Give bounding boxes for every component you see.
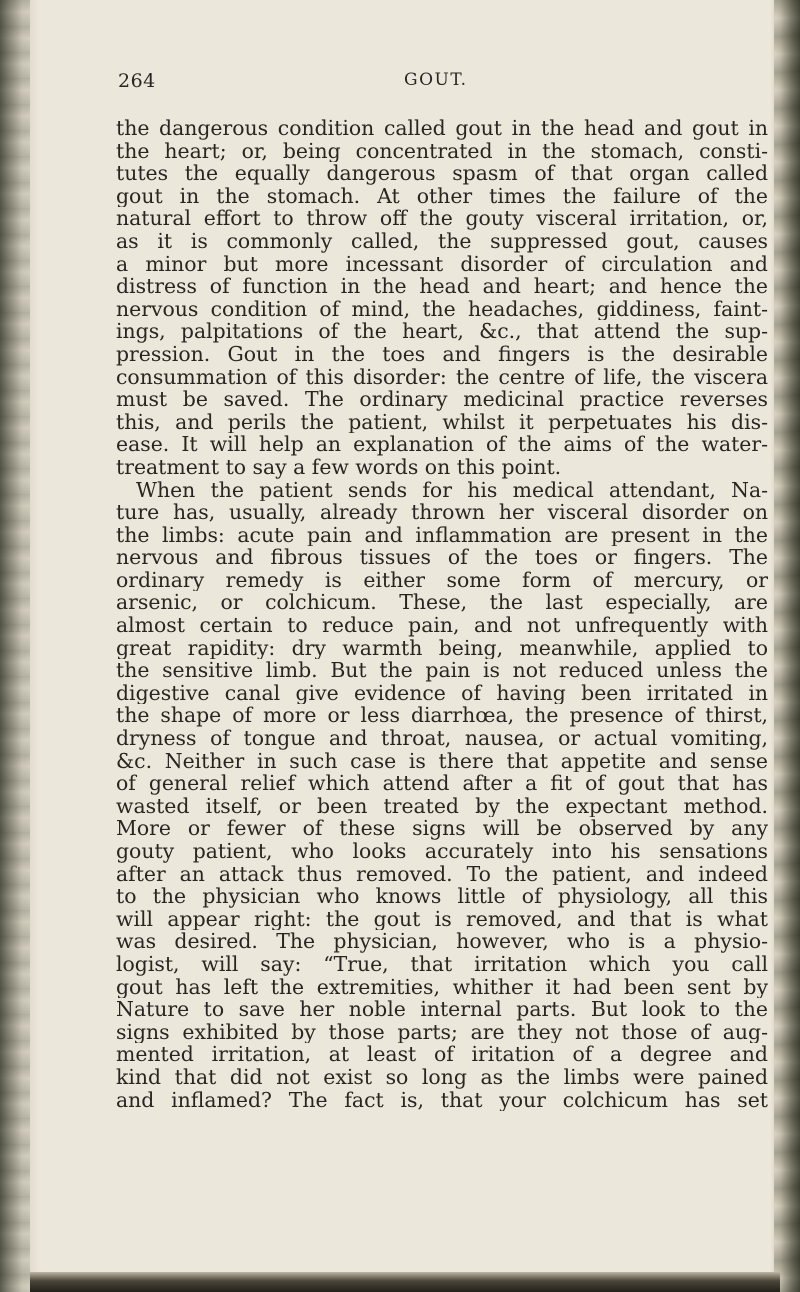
binding-gutter <box>0 0 30 1292</box>
text-line: digestive canal give evidence of having been irritated in <box>116 681 768 705</box>
text-line: More or fewer of these signs will be observed by any <box>116 817 768 840</box>
text-line: the sensitive limb. But the pain is not reduced unless the <box>116 659 768 682</box>
text-line: gout has left the extremities, whither it had been sent by <box>116 975 768 999</box>
text-line: nervous condition of mind, the headaches, giddiness, faint- <box>116 297 768 321</box>
text-line: a minor but more incessant disorder of circulation and <box>116 252 768 276</box>
text-line: ordinary remedy is either some form of mercury, or <box>116 568 768 592</box>
bottom-page-edge <box>30 1272 780 1292</box>
text-line: great rapidity: dry warmth being, meanwhile, applied to <box>116 636 768 660</box>
text-line: arsenic, or colchicum. These, the last especially, are <box>116 591 768 615</box>
running-title: GOUT. <box>404 70 468 90</box>
text-line: tutes the equally dangerous spasm of that organ called <box>116 162 768 185</box>
page-number: 264 <box>118 70 156 92</box>
text-line: logist, will say: “True, that irritation which you call <box>116 952 768 976</box>
text-line: gout in the stomach. At other times the failure of the <box>116 184 768 208</box>
text-line: and inflamed? The fact is, that your colchicum has set <box>116 1088 768 1112</box>
text-line: the dangerous condition called gout in the head and gout in <box>116 117 768 140</box>
text-line: When the patient sends for his medical attendant, Na- <box>136 478 768 502</box>
text-line: consummation of this disorder: the centre of life, the viscera <box>116 365 768 389</box>
text-line: &c. Neither in such case is there that appetite and sense <box>116 749 768 773</box>
text-line: ture has, usually, already thrown her visceral disorder on <box>116 501 768 524</box>
text-line: the heart; or, being concentrated in the stomach, consti- <box>116 139 768 163</box>
text-line: distress of function in the head and heart; and hence the <box>116 275 768 298</box>
text-line: will appear right: the gout is removed, and that is what <box>116 907 768 931</box>
text-line: as it is commonly called, the suppressed gout, causes <box>116 229 768 253</box>
text-line: mented irritation, at least of iritation of a degree and <box>116 1043 768 1066</box>
text-line: must be saved. The ordinary medicinal practice reverses <box>116 388 768 411</box>
text-line: ings, palpitations of the heart, &c., that attend the sup- <box>116 320 768 343</box>
body-text <box>116 117 768 1111</box>
text-line: gouty patient, who looks accurately into his sensations <box>116 840 768 863</box>
text-line: dryness of tongue and throat, nausea, or actual vomiting, <box>116 727 768 750</box>
text-line: after an attack thus removed. To the patient, and indeed <box>116 862 768 886</box>
text-line: the shape of more or less diarrhœa, the presence of thirst, <box>116 704 768 728</box>
text-line: to the physician who knows little of physiology, all this <box>116 885 768 908</box>
text-line: signs exhibited by those parts; are they not those of aug- <box>116 1020 768 1044</box>
text-line: ease. It will help an explanation of the aims of the water- <box>116 433 768 456</box>
text-line: natural effort to throw off the gouty visceral irritation, or, <box>116 207 768 230</box>
text-line: pression. Gout in the toes and fingers is the desirable <box>116 342 768 366</box>
text-line: nervous and fibrous tissues of the toes or fingers. The <box>116 546 768 569</box>
page-edge-shadow <box>774 0 800 1292</box>
text-line: wasted itself, or been treated by the expectant method. <box>116 794 768 818</box>
text-line: the limbs: acute pain and inflammation are present in the <box>116 523 768 547</box>
text-line: Nature to save her noble internal parts. But look to the <box>116 998 768 1021</box>
text-line: treatment to say a few words on this point. <box>116 455 562 479</box>
text-line: kind that did not exist so long as the limbs were pained <box>116 1065 768 1089</box>
page-header <box>48 70 768 106</box>
text-line: of general relief which attend after a fit of gout that has <box>116 772 768 795</box>
text-line: was desired. The physician, however, who is a physio- <box>116 930 768 953</box>
text-line: almost certain to reduce pain, and not unfrequently with <box>116 614 768 637</box>
text-line: this, and perils the patient, whilst it perpetuates his dis- <box>116 410 768 434</box>
